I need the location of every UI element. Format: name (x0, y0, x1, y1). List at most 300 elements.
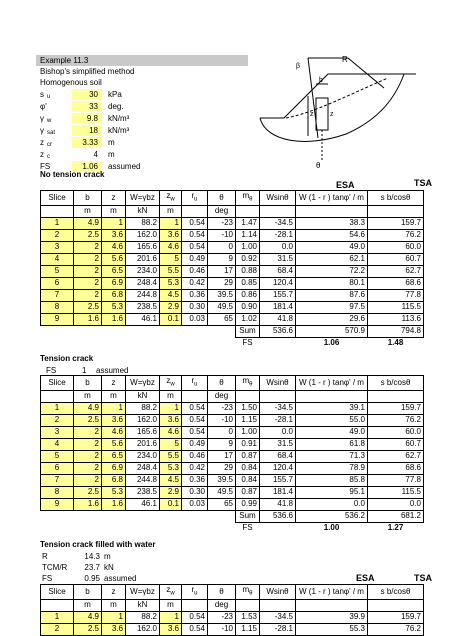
table-cell: 4.5 (160, 289, 182, 301)
column-header-text: b (85, 586, 90, 596)
column-header (102, 191, 126, 206)
column-header (208, 191, 236, 206)
column-header (296, 191, 368, 206)
table-cell: 1.15 (236, 414, 260, 426)
table-cell: -23 (208, 402, 236, 414)
table-cell: 88.2 (126, 402, 160, 414)
table-cell: 162.0 (126, 229, 160, 241)
column-header-sub: u (194, 590, 198, 597)
column-header (296, 376, 368, 391)
tsa-label-1: TSA (414, 178, 432, 188)
table-cell: 2 (74, 438, 102, 450)
blank-cell (102, 522, 126, 534)
column-header (160, 585, 182, 600)
blank-cell (74, 510, 102, 522)
column-header-text: θ (219, 377, 224, 387)
table-cell: 1 (102, 402, 126, 414)
column-header-text: b (85, 192, 90, 202)
param-sub: u (47, 94, 51, 100)
section2-fs-value: 1 (82, 366, 87, 375)
section2-fs-label: FS (46, 366, 57, 375)
blank-cell (208, 325, 236, 337)
column-header-text: W=γbz (130, 377, 155, 387)
column-header-sub: u (194, 381, 198, 388)
table-row (41, 450, 424, 462)
table-cell: 1.53 (236, 611, 260, 623)
table-cell: 6.8 (102, 289, 126, 301)
table-cell: 5 (41, 450, 74, 462)
table-cell: 41.8 (260, 498, 296, 510)
table-cell: 2 (74, 462, 102, 474)
table-cell: 2 (74, 450, 102, 462)
param-value: 4 (93, 150, 98, 159)
column-header (41, 191, 74, 206)
table-cell: 0.30 (182, 486, 208, 498)
table-cell: 5.6 (102, 253, 126, 265)
table-cell: 3.6 (102, 414, 126, 426)
column-header-text: Wsinθ (266, 192, 289, 202)
table-cell: 2 (41, 414, 74, 426)
table-cell: 5.3 (160, 462, 182, 474)
unit-cell: kN (126, 599, 160, 611)
fs-label: FS (242, 523, 253, 533)
radius-line-2 (348, 58, 384, 88)
blank-cell (102, 337, 126, 349)
table-cell: 4.6 (102, 426, 126, 438)
table-cell: 0 (208, 426, 236, 438)
table-cell: 2 (74, 289, 102, 301)
param-value: 9.8 (72, 113, 102, 124)
param-value: 3.33 (72, 137, 102, 148)
column-header-text: s b/cosθ (380, 192, 411, 202)
table-cell: 62.7 (368, 450, 424, 462)
blank-cell (41, 510, 74, 522)
section2-title: Tension crack (40, 354, 94, 363)
table-cell: 2 (74, 253, 102, 265)
column-header-sub: w (170, 196, 175, 203)
fs-row (41, 522, 424, 534)
blank-cell (74, 522, 102, 534)
table-cell: 0.54 (182, 229, 208, 241)
table-cell: 0.54 (182, 623, 208, 635)
table-row (41, 265, 424, 277)
unit-cell: m (160, 599, 182, 611)
column-header (368, 585, 424, 600)
table-cell: 0.87 (236, 450, 260, 462)
column-header-text: W=γbz (130, 586, 155, 596)
table-cell: 6.9 (102, 462, 126, 474)
method-title: Bishop's simplified method (40, 67, 135, 76)
table-cell: 87.6 (296, 289, 368, 301)
column-header (260, 191, 296, 206)
table-cell: 46.1 (126, 313, 160, 325)
param-label: TCM/R (42, 563, 68, 572)
param-value: 18 (72, 125, 102, 136)
table-cell: 88.2 (126, 217, 160, 229)
column-header (41, 376, 74, 391)
fs-tsa: 1.48 (387, 338, 404, 348)
table-cell: 0.0 (368, 498, 424, 510)
column-header-text: Slice (48, 192, 66, 202)
column-header (236, 585, 260, 600)
table-row (41, 253, 424, 265)
table-cell: 3 (41, 426, 74, 438)
column-header-text: θ (219, 192, 224, 202)
table-cell: 71.3 (296, 450, 368, 462)
column-header (160, 191, 182, 206)
param-unit: kN/m³ (108, 114, 130, 123)
param-unit: kN (104, 563, 114, 572)
blank-cell (208, 510, 236, 522)
sum-tsa: 794.8 (368, 325, 424, 337)
param-symbol: s (40, 90, 44, 99)
table-cell: 68.6 (368, 462, 424, 474)
label-z: z (310, 111, 314, 118)
table-cell: 1 (102, 611, 126, 623)
column-header (182, 376, 208, 391)
table-cell: 1.02 (236, 313, 260, 325)
blank-cell (160, 522, 182, 534)
column-header-text: W=γbz (130, 192, 155, 202)
blank-cell (74, 325, 102, 337)
column-header-text: z (166, 376, 171, 385)
table-cell: -34.5 (260, 402, 296, 414)
param-unit: kN/m³ (108, 126, 130, 135)
label-R: R (342, 55, 348, 64)
blank-cell (160, 337, 182, 349)
table-header-row (41, 585, 424, 600)
column-header (126, 376, 160, 391)
unit-cell: m (74, 599, 102, 611)
fs-tsa: 1.27 (387, 523, 404, 533)
slope-diagram (256, 52, 436, 170)
table-cell: 8 (41, 301, 74, 313)
table-cell: 181.4 (260, 486, 296, 498)
table-cell: 76.2 (368, 623, 424, 635)
table-cell: 0.54 (182, 217, 208, 229)
unit-cell (260, 390, 296, 402)
column-header-text: r (191, 585, 195, 594)
sum-wsin: 536.6 (260, 510, 296, 522)
sum-tsa: 681.2 (368, 510, 424, 522)
blank-cell (160, 510, 182, 522)
param-symbol: FS (40, 162, 51, 171)
table-cell: 0.86 (236, 289, 260, 301)
table-row (41, 474, 424, 486)
example-title: Example 11.3 (40, 56, 89, 65)
table-cell: 0.49 (182, 253, 208, 265)
param-value: 1.06 (72, 161, 102, 172)
table-cell: 165.6 (126, 426, 160, 438)
blank-cell (126, 522, 160, 534)
table-cell: 1 (41, 402, 74, 414)
table-cell: 4.6 (160, 426, 182, 438)
column-header (296, 585, 368, 600)
param-label: R (42, 552, 48, 561)
table-cell: 41.8 (260, 313, 296, 325)
table-cell: 2.5 (74, 486, 102, 498)
label-beta: β (296, 63, 301, 70)
table-cell: 4.9 (74, 402, 102, 414)
unit-cell (236, 205, 260, 217)
unit-cell (182, 205, 208, 217)
unit-cell (296, 205, 368, 217)
unit-cell: m (74, 205, 102, 217)
table-cell: 0.54 (182, 402, 208, 414)
unit-cell: m (102, 205, 126, 217)
table-cell: 0.1 (160, 313, 182, 325)
table-cell: 1 (41, 611, 74, 623)
table-header-row (41, 191, 424, 206)
table-cell: 55.3 (296, 623, 368, 635)
table-row (41, 301, 424, 313)
param-unit: m (108, 138, 115, 147)
table-cell: 201.6 (126, 253, 160, 265)
table-cell: 0.88 (236, 265, 260, 277)
table-cell: 6.5 (102, 450, 126, 462)
table-cell: 159.7 (368, 217, 424, 229)
sum-esa: 570.9 (296, 325, 368, 337)
table-cell: 0.42 (182, 277, 208, 289)
table-cell: 6.5 (102, 265, 126, 277)
param-unit: assumed (108, 162, 141, 171)
unit-cell: kN (126, 205, 160, 217)
column-header (102, 585, 126, 600)
param-unit: assumed (104, 574, 137, 583)
table-cell: 2 (74, 265, 102, 277)
blank-cell (160, 325, 182, 337)
table-cell: 39.5 (208, 289, 236, 301)
table-cell: 0.1 (160, 498, 182, 510)
column-header-text: s b/cosθ (380, 586, 411, 596)
table-cell: -10 (208, 623, 236, 635)
unit-cell (41, 390, 74, 402)
table-cell: 49.0 (296, 426, 368, 438)
table-cell: 165.6 (126, 241, 160, 253)
table-row (41, 486, 424, 498)
blank-cell (126, 510, 160, 522)
table-cell: -23 (208, 611, 236, 623)
table-cell: 68.4 (260, 265, 296, 277)
table-cell: -23 (208, 217, 236, 229)
table-cell: 49.5 (208, 486, 236, 498)
table-cell: 5.3 (160, 277, 182, 289)
table-cell: 3.6 (102, 229, 126, 241)
table-cell: 2.5 (74, 414, 102, 426)
table-cell: 5.5 (160, 450, 182, 462)
table-cell: -28.1 (260, 229, 296, 241)
table-row (41, 277, 424, 289)
column-header (368, 191, 424, 206)
table-cell: 54.6 (296, 229, 368, 241)
column-header-sub: u (194, 196, 198, 203)
table-cell: -28.1 (260, 414, 296, 426)
blank-cell (126, 325, 160, 337)
unit-cell (296, 390, 368, 402)
table-cell: 39.5 (208, 474, 236, 486)
table-cell: 77.8 (368, 474, 424, 486)
table-cell: 2.5 (74, 623, 102, 635)
column-header-text: W (1 - r ) tanφ' / m (299, 586, 364, 596)
table-cell: 1.14 (236, 229, 260, 241)
table-cell: 2 (74, 277, 102, 289)
label-zw: z (330, 111, 334, 118)
table-cell: 1.00 (236, 241, 260, 253)
sum-label: Sum (236, 510, 260, 522)
column-header-text: z (111, 192, 116, 202)
soil-title: Homogenous soil (40, 78, 102, 87)
column-header-text: z (166, 191, 171, 200)
blank-cell (182, 510, 208, 522)
table-cell: 29 (208, 462, 236, 474)
column-header (41, 585, 74, 600)
table-cell: 159.7 (368, 402, 424, 414)
blank-cell (208, 522, 236, 534)
column-header (126, 191, 160, 206)
table-cell: 85.8 (296, 474, 368, 486)
table-cell: -34.5 (260, 217, 296, 229)
column-header (126, 585, 160, 600)
column-header (208, 585, 236, 600)
table-cell: 0.54 (182, 611, 208, 623)
table-cell: 0.03 (182, 498, 208, 510)
table-cell: 0.54 (182, 241, 208, 253)
esa-label-3: ESA (356, 573, 375, 583)
param-label: FS (42, 574, 53, 583)
table-cell: 1.47 (236, 217, 260, 229)
blank-cell (260, 337, 296, 349)
column-header-text: W (1 - r ) tanφ' / m (299, 377, 364, 387)
table-cell: 0.87 (236, 486, 260, 498)
table-cell: 0.54 (182, 426, 208, 438)
table-cell: 4.9 (74, 611, 102, 623)
table-cell: 234.0 (126, 265, 160, 277)
param-unit: m (108, 150, 115, 159)
table-cell: 5 (41, 265, 74, 277)
table-cell: 6.8 (102, 474, 126, 486)
param-sub: sat (47, 130, 56, 136)
column-header (236, 376, 260, 391)
table-cell: 39.1 (296, 402, 368, 414)
blank-cell (260, 522, 296, 534)
param-value: 0.95 (84, 574, 100, 583)
table-cell: 1.6 (74, 313, 102, 325)
table-row (41, 611, 424, 623)
table-cell: 3.6 (160, 623, 182, 635)
unit-cell: m (102, 599, 126, 611)
param-sub: c (47, 154, 50, 160)
table-cell: 1.6 (102, 498, 126, 510)
unit-cell (368, 390, 424, 402)
fs-esa: 1.00 (323, 523, 340, 533)
table-cell: 76.2 (368, 414, 424, 426)
column-header-text: z (111, 377, 116, 387)
table-cell: 3 (41, 241, 74, 253)
table-cell: 61.8 (296, 438, 368, 450)
table-cell: 0.0 (260, 241, 296, 253)
label-b: b (319, 77, 323, 84)
param-sub: cr (47, 142, 52, 148)
table-units-row (41, 205, 424, 217)
table-cell: 4.6 (102, 241, 126, 253)
table-cell: 72.2 (296, 265, 368, 277)
blank-cell (182, 337, 208, 349)
table-cell: 0.91 (236, 438, 260, 450)
param-symbol: γ (40, 126, 44, 135)
table-cell: 0.85 (236, 277, 260, 289)
table-cell: 65 (208, 313, 236, 325)
param-value: 23.7 (84, 563, 100, 572)
esa-label-1: ESA (336, 180, 355, 190)
table-cell: 0.92 (236, 253, 260, 265)
column-header-text: θ (219, 586, 224, 596)
table-cell: 17 (208, 450, 236, 462)
column-header-text: b (85, 377, 90, 387)
table-cell: 0 (208, 241, 236, 253)
table-cell: 1.00 (236, 426, 260, 438)
table-cell: 0.46 (182, 265, 208, 277)
table-cell: 0.0 (260, 426, 296, 438)
sum-row (41, 510, 424, 522)
table-cell: 115.5 (368, 486, 424, 498)
table-cell: 159.7 (368, 611, 424, 623)
table-cell: 2 (74, 426, 102, 438)
table-cell: 6 (41, 462, 74, 474)
unit-cell (260, 599, 296, 611)
unit-cell (182, 390, 208, 402)
column-header-text: r (191, 191, 195, 200)
table-cell: 9 (41, 498, 74, 510)
column-header (182, 191, 208, 206)
fs-row (41, 337, 424, 349)
table-row (41, 623, 424, 635)
table-cell: 5.5 (160, 265, 182, 277)
table-cell: 0.36 (182, 289, 208, 301)
table-row (41, 438, 424, 450)
fs-esa: 1.06 (323, 338, 340, 348)
column-header (160, 376, 182, 391)
table-cell: 78.9 (296, 462, 368, 474)
column-header-sub: w (170, 590, 175, 597)
table-cell: 2 (74, 241, 102, 253)
table-cell: 49.5 (208, 301, 236, 313)
sum-row (41, 325, 424, 337)
column-header-sub: θ (249, 196, 253, 203)
blank-cell (126, 337, 160, 349)
table-cell: 3.6 (102, 623, 126, 635)
table-cell: 65 (208, 498, 236, 510)
blank-cell (102, 510, 126, 522)
table-cell: 1 (160, 611, 182, 623)
unit-cell: deg (208, 205, 236, 217)
unit-cell: deg (208, 599, 236, 611)
table-cell: 6.9 (102, 277, 126, 289)
table-cell: 1.50 (236, 402, 260, 414)
unit-cell (296, 599, 368, 611)
blank-cell (182, 522, 208, 534)
table-units-row (41, 599, 424, 611)
table-cell: 17 (208, 265, 236, 277)
table-row (41, 313, 424, 325)
table-cell: -34.5 (260, 611, 296, 623)
table-cell: 1 (41, 217, 74, 229)
table-cell: 38.3 (296, 217, 368, 229)
unit-cell (368, 205, 424, 217)
param-unit: m (104, 552, 111, 561)
table-cell: 29.6 (296, 313, 368, 325)
table-cell: 62.1 (296, 253, 368, 265)
table-cell: 2.5 (74, 229, 102, 241)
